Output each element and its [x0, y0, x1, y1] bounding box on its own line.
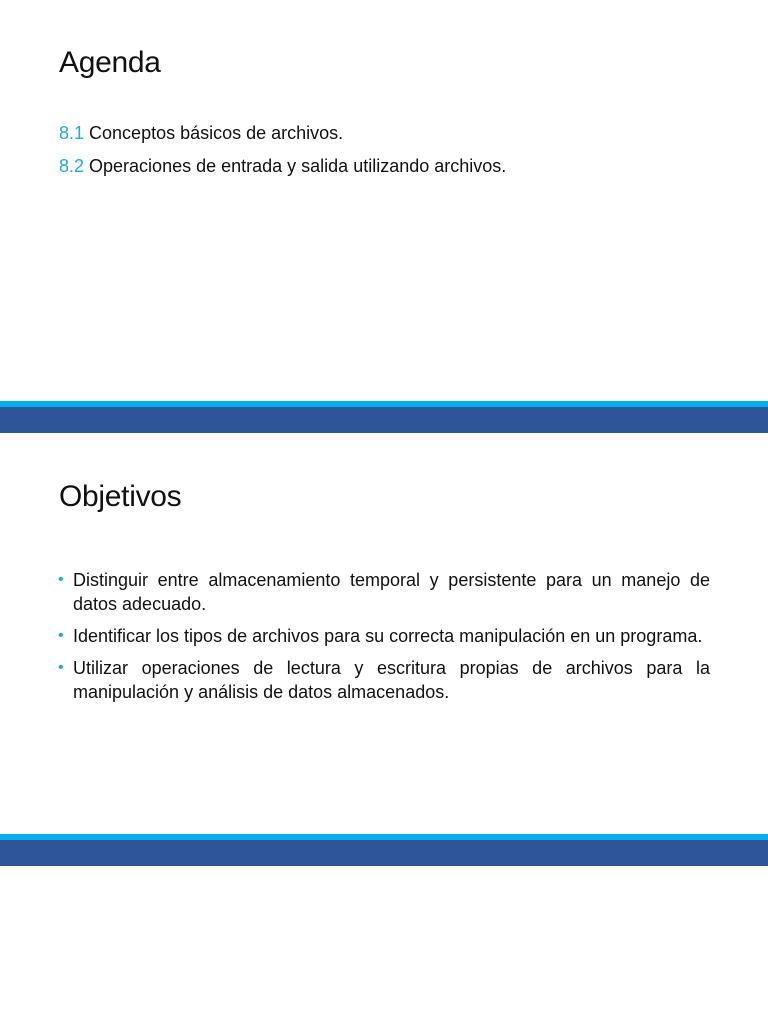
agenda-slide: [0, 0, 768, 433]
agenda-item: [59, 117, 506, 150]
objective-item: [58, 568, 710, 616]
objective-text: Distinguir entre almacenamiento temporal y persistente para un manejo de datos adecuado.: [73, 570, 710, 614]
agenda-list: [59, 117, 506, 183]
objectives-title: Objetivos: [59, 480, 182, 513]
bullet-icon: •: [58, 571, 64, 588]
objective-item: [58, 656, 710, 704]
objectives-list: [58, 568, 710, 712]
footer-bar: [0, 407, 768, 433]
bullet-icon: •: [58, 627, 64, 644]
bullet-icon: •: [58, 659, 64, 676]
slide-footer-band: [0, 834, 768, 866]
footer-bar: [0, 840, 768, 866]
objective-text: Utilizar operaciones de lectura y escritura propias de archivos para la manipulación y análisis de datos almacenados.: [73, 658, 710, 702]
objectives-slide: [0, 433, 768, 866]
agenda-item: [59, 150, 506, 183]
slide-footer-band: [0, 401, 768, 433]
agenda-item-text: Operaciones de entrada y salida utilizando archivos.: [84, 156, 507, 176]
objective-item: [58, 624, 710, 648]
agenda-item-text: Conceptos básicos de archivos.: [84, 123, 344, 143]
agenda-title: Agenda: [59, 46, 161, 79]
objective-text: Identificar los tipos de archivos para su correcta manipulación en un programa.: [73, 626, 703, 646]
agenda-item-number: 8.2: [59, 156, 85, 176]
agenda-item-number: 8.1: [59, 123, 85, 143]
